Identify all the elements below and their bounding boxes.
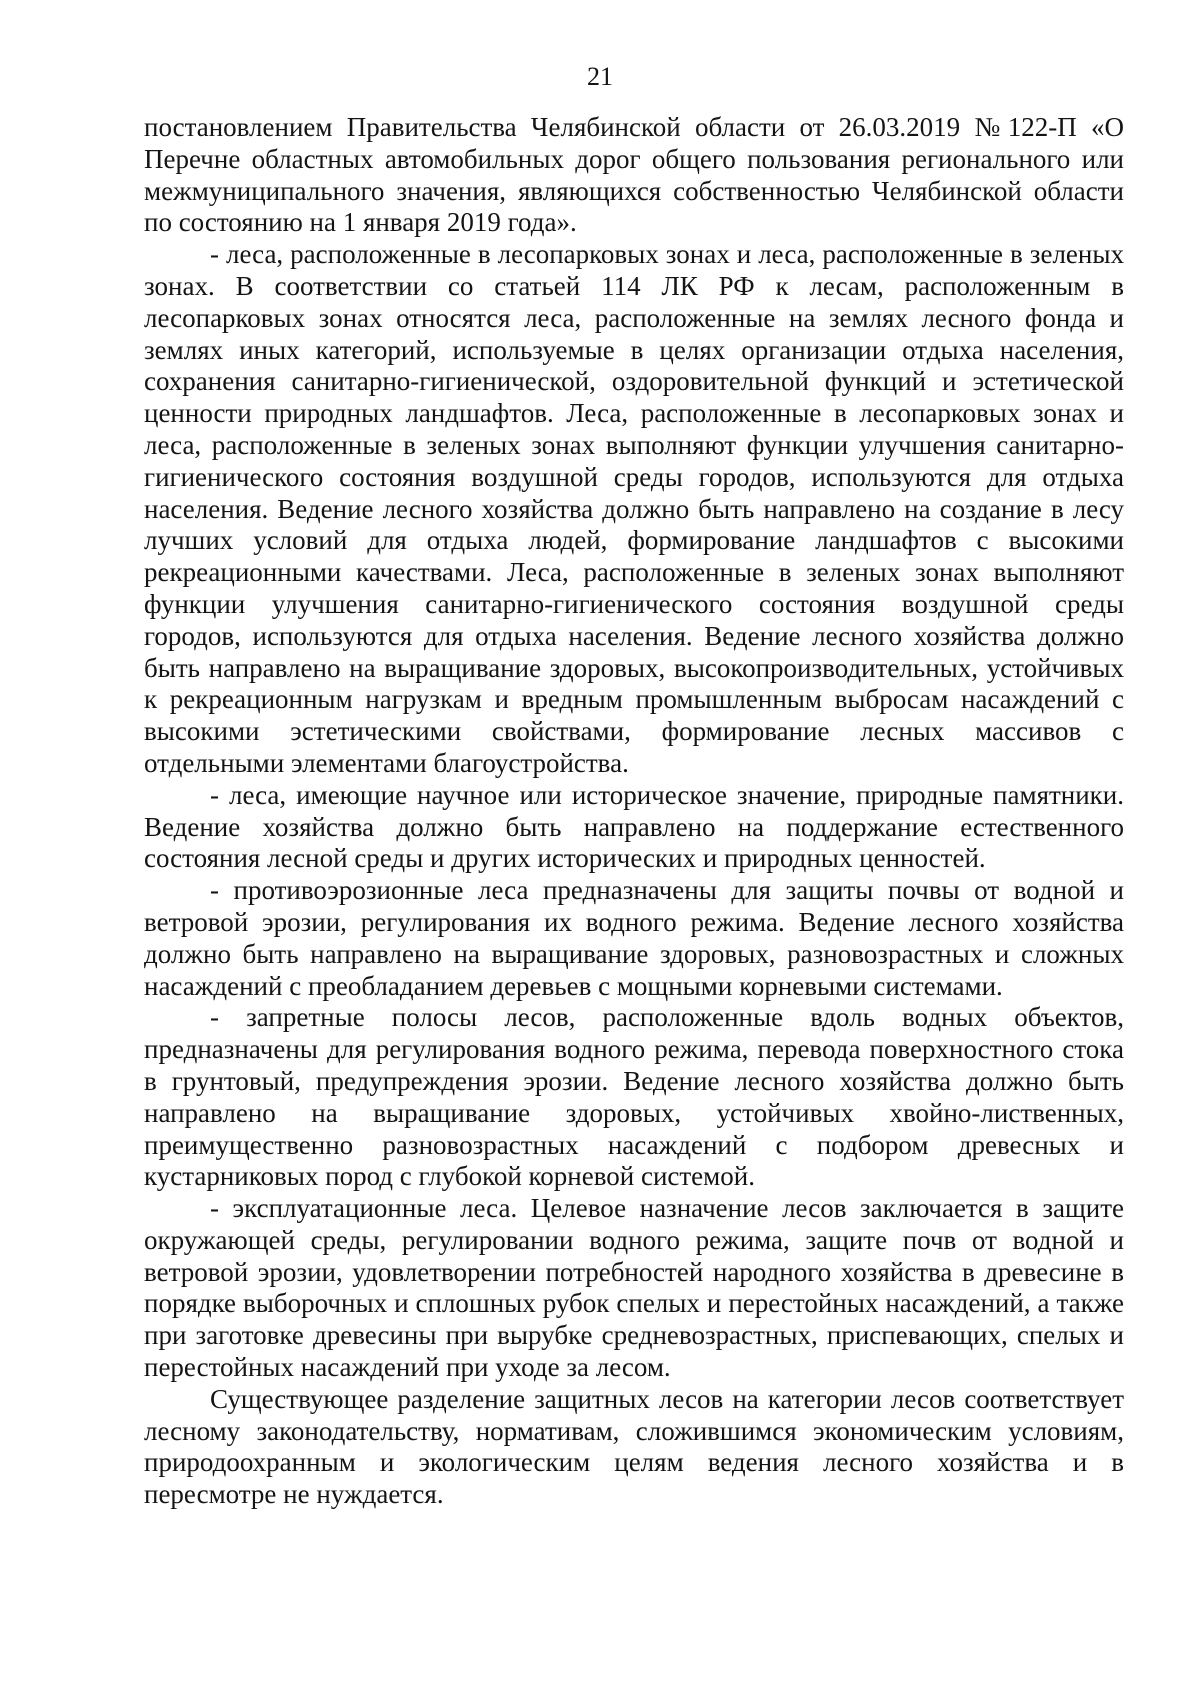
document-body <box>144 112 1124 1511</box>
paragraph-scientific-historical-forests: - леса, имеющие научное или историческое значение, природные памятники. Ведение хозяйства должно быть направлено на поддержание естественного состояния лесной среды и других исторических и природных ценностей. <box>144 779 1124 874</box>
paragraph-exploitation-forests: - эксплуатационные леса. Целевое назначение лесов заключается в защите окружающей среды, регулировании водного режима, защите почв от водной и ветровой эрозии, удовлетворении потребностей народного хозяйства в древесине в порядке выборочных и сплошных рубок спелых и перестойных насаждений, а также при заготовке древесины при вырубке средневозрастных, приспевающих, спелых и перестойных насаждений при уходе за лесом. <box>144 1193 1124 1383</box>
paragraph-conclusion: Существующее разделение защитных лесов на категории лесов соответствует лесному законодательству, нормативам, сложившимся экономическим условиям, природоохранным и экологическим целям ведения лесного хозяйства и в пересмотре не нуждается. <box>144 1383 1124 1510</box>
paragraph-decree-reference: постановлением Правительства Челябинской области от 26.03.2019 №122-П «О Перечне областных автомобильных дорог общего пользования регионального или межмуниципального значения, являющихся собственностью Челябинской области по состоянию на 1 января 2019 года». <box>144 112 1124 238</box>
paragraph-protective-strips: - запретные полосы лесов, расположенные вдоль водных объектов, предназначены для регулирования водного режима, перевода поверхностного стока в грунтовый, предупреждения эрозии. Ведение лесного хозяйства должно быть направлено на выращивание здоровых, устойчивых хвойно-лиственных, преимущественно разновозрастных насаждений с подбором древесных и кустарниковых пород с глубокой корневой системой. <box>144 1002 1124 1192</box>
paragraph-forest-park-zones: - леса, расположенные в лесопарковых зонах и леса, расположенные в зеленых зонах. В соответствии со статьей 114 ЛК РФ к лесам, расположенным в лесопарковых зонах относятся леса, расположенные на землях лесного фонда и землях иных категорий, используемые в целях организации отдыха населения, сохранения санитарно-гигиенической, оздоровительной функций и эстетической ценности природных ландшафтов. Леса, расположенные в лесопарковых зонах и леса, расположенные в зеленых зонах выполняют функции улучшения санитарно-гигиенического состояния воздушной среды городов, используются для отдыха населения. Ведение лесного хозяйства должно быть направлено на создание в лесу лучших условий для отдыха людей, формирование ландшафтов с высокими рекреационными качествами. Леса, расположенные в зеленых зонах выполняют функции улучшения санитарно-гигиенического состояния воздушной среды городов, используются для отдыха населения. Ведение лесного хозяйства должно быть направлено на выращивание здоровых, высокопроизводительных, устойчивых к рекреационным нагрузкам и вредным промышленным выбросам насаждений с высокими эстетическими свойствами, формирование лесных массивов с отдельными элементами благоустройства. <box>144 239 1124 778</box>
page-number: 21 <box>587 62 613 91</box>
paragraph-anti-erosion-forests: - противоэрозионные леса предназначены для защиты почвы от водной и ветровой эрозии, регулирования их водного режима. Ведение лесного хозяйства должно быть направлено на выращивание здоровых, разновозрастных и сложных насаждений с преобладанием деревьев с мощными корневыми системами. <box>144 875 1124 1001</box>
